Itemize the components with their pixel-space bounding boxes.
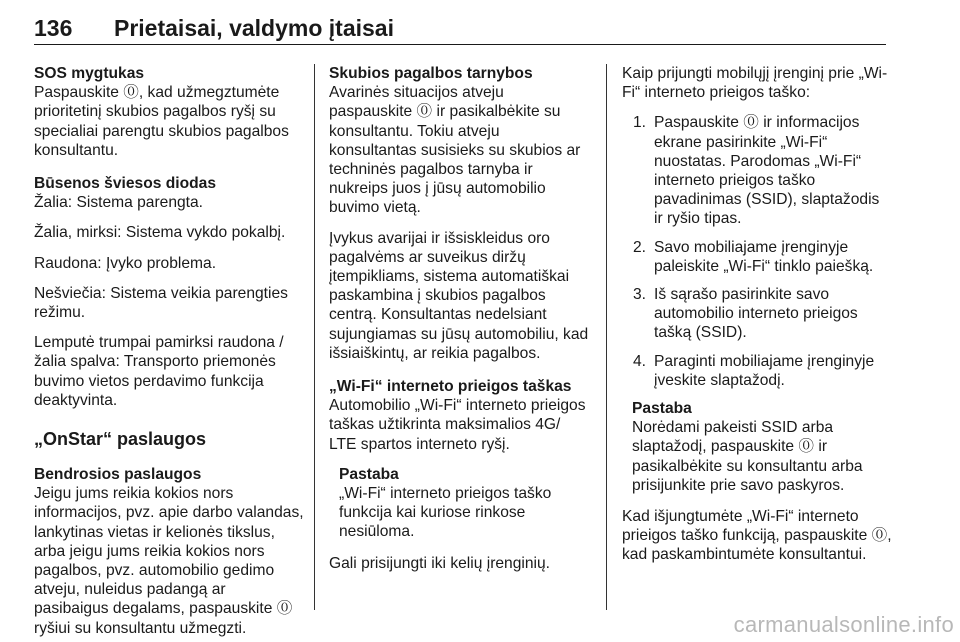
step-number: 4. [632,352,646,370]
list-item [622,238,892,276]
led-section [34,174,304,410]
general-text: Jeigu jums reikia kokios nors informacijos, pvz. apie darbo valandas, lankytinas vietas ir kelionės tikslus, arba jeigu jums reikia kokios nors pagalbos, pvz. automobilio gedimo atveju, nuleidus padangą ar pasibaigus degalams, paspauskite ⓪ ryšiui su konsultantu užmegzti. [34,485,304,637]
column-middle [329,64,591,584]
watermark: carmanualsonline.info [733,612,954,637]
list-item [622,113,892,228]
step-number: 2. [632,238,646,256]
note-text: „Wi-Fi“ interneto prieigos taško funkcija kai kuriose rinkose nesiūloma. [339,485,552,541]
list-item [622,285,892,343]
ssid-note [622,399,892,495]
general-heading: Bendrosios paslaugos [34,466,202,484]
led-red: Raudona: Įvyko problema. [34,254,217,272]
sos-section [34,64,304,160]
led-green-blink: Žalia, mirksi: Sistema vykdo pokalbį. [34,224,286,242]
list-item [622,352,892,390]
step-text: Paraginti mobiliajame įrenginyje įveskite slaptažodį. [654,352,875,389]
crash-text: Įvykus avarijai ir išsiskleidus oro pagalvėms ar suveikus diržų įtempikliams, sistema automatiškai paskambina į skubios pagalbos centrą. Konsultantas nedelsiant sujungiamas su jūsų automobiliu, kad išsiaiškintų, ar reikia pagalbos. [329,229,589,362]
wifi-heading: „Wi-Fi“ interneto prieigos taškas [329,378,572,396]
page-number: 136 [34,15,73,41]
led-short: Lemputė trumpai pamirksi raudona / žalia spalva: Transporto priemonės buvimo vietos perdavimo funkcija deaktyvinta. [34,334,284,409]
page-header [34,8,886,45]
onstar-heading: „OnStar“ paslaugos [34,429,207,450]
wifi-text: Automobilio „Wi-Fi“ interneto prieigos taškas užtikrinta maksimalios 4G/ LTE spartos interneto ryšį. [329,397,586,453]
sos-text: Paspauskite ⓪, kad užmegztumėte prioritetinį skubios pagalbos ryšį su specialiai parengtu skubios pagalbos konsultantu. [34,84,289,159]
sos-heading: SOS mygtukas [34,65,145,82]
column-right [622,64,892,576]
general-section [34,465,304,638]
emergency-text: Avarinės situacijos atveju paspauskite ⓪ ir pasikalbėkite su konsultantu. Tokiu atveju konsultantas susisieks su skubios ar techninės pagalbos tarnyba ir nukreips juos į jūsų automobilio buvimo vietą. [329,84,581,217]
note-heading: Pastaba [339,465,399,483]
column-divider-right [606,64,607,610]
column-divider-left [314,64,315,610]
step-number: 1. [632,114,646,132]
step-text: Savo mobiliajame įrenginyje paleiskite „Wi-Fi“ tinklo paiešką. [654,238,874,275]
step-text: Iš sąrašo pasirinkite savo automobilio interneto prieigos tašką (SSID). [654,286,858,342]
page-title: Prietaisai, valdymo įtaisai [114,15,394,41]
steps-list [622,113,892,390]
connect-intro: Kaip prijungti mobilųjį įrenginį prie „Wi-Fi“ interneto prieigos taško: [622,65,888,102]
column-left [34,64,304,638]
emergency-heading: Skubios pagalbos tarnybos [329,65,533,82]
devices-text: Gali prisijungti iki kelių įrenginių. [329,554,551,572]
led-green: Žalia: Sistema parengta. [34,194,204,212]
note-text: Norėdami pakeisti SSID arba slaptažodį, paspauskite ⓪ ir pasikalbėkite su konsultantu arba prisijunkite prie savo paskyros. [632,419,863,494]
led-off: Nešviečia: Sistema veikia parengties režimu. [34,284,288,322]
step-number: 3. [632,286,646,304]
disable-text: Kad išjungtumėte „Wi-Fi“ interneto prieigos taško funkciją, paspauskite ⓪, kad paskambintumėte konsultantui. [622,508,892,564]
wifi-note [329,465,591,542]
led-heading: Būsenos šviesos diodas [34,175,216,193]
step-text: Paspauskite ⓪ ir informacijos ekrane pasirinkite „Wi-Fi“ nuostatas. Parodomas „Wi-Fi“ interneto prieigos taško pavadinimas (SSID), slaptažodis ir ryšio tipas. [654,114,880,228]
note-heading: Pastaba [632,400,692,418]
